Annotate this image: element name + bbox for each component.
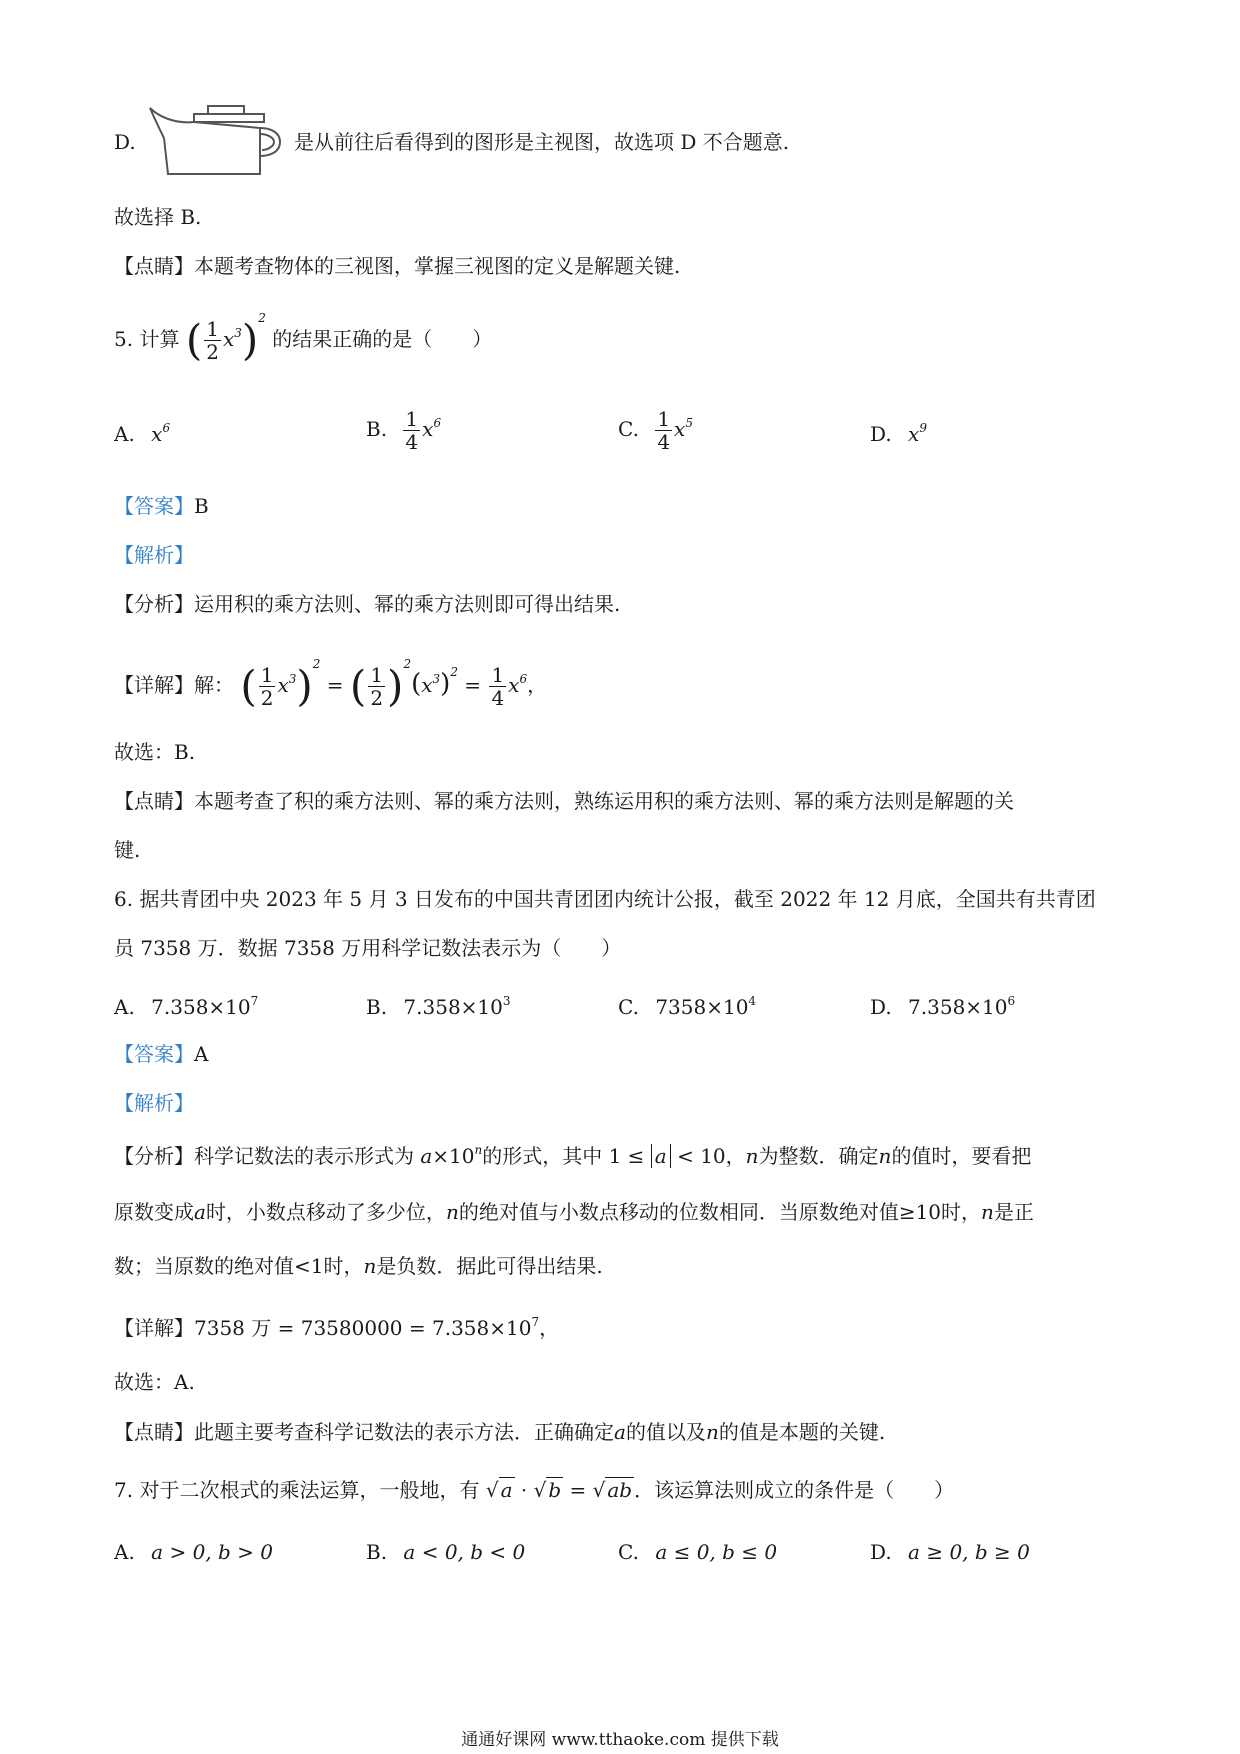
answer-value: B bbox=[194, 494, 209, 518]
q5-option-a-label: A. bbox=[114, 422, 135, 446]
option-label: B. bbox=[366, 995, 388, 1019]
fenxi-text: 是正 bbox=[993, 1200, 1034, 1224]
q5-option-d-label: D. bbox=[870, 422, 892, 446]
q5-detail-equation: ( $\frac{1}{2}$ $x^3)^2$ = ( $\frac{1}{2}$ )$^2(x^3)^2$ = $\frac{1}{4}$ $x^6$， bbox=[240, 657, 548, 711]
q5-tip-line1 bbox=[114, 787, 1014, 815]
tip-text: 的值以及 bbox=[625, 1420, 706, 1444]
fenxi-text: 数；当原数的绝对值 bbox=[114, 1254, 294, 1278]
q6-option-d bbox=[870, 993, 1015, 1021]
q7-question bbox=[114, 1476, 954, 1504]
tip-tag: 【点睛】 bbox=[114, 789, 194, 813]
fenxi-text: 运用积的乘方法则、幂的乘方法则即可得出结果. bbox=[194, 592, 621, 616]
option-base: 7.358×10 bbox=[151, 995, 251, 1019]
q5-fenxi bbox=[114, 590, 620, 618]
fenxi-text: 原数变成 bbox=[114, 1200, 194, 1224]
fenxi-tag: 【分析】 bbox=[114, 592, 194, 616]
q7-option-a bbox=[114, 1538, 273, 1566]
fenxi-text: 是负数．据此可得出结果. bbox=[376, 1254, 603, 1278]
option-label: A. bbox=[114, 1540, 135, 1564]
q4-option-d-label: D. bbox=[114, 130, 136, 154]
q6-option-a bbox=[114, 993, 258, 1021]
fenxi-text: 时， bbox=[941, 1200, 982, 1224]
page-footer: 通通好课网 www.tthaoke.com 提供下载 bbox=[461, 1730, 779, 1750]
option-base: 7358×10 bbox=[655, 995, 749, 1019]
option-label: A. bbox=[114, 995, 135, 1019]
option-base: 7.358×10 bbox=[908, 995, 1008, 1019]
q4-tip bbox=[114, 252, 680, 280]
q6-fenxi-line3: 数；当原数的绝对值<1时，n是负数．据此可得出结果. bbox=[114, 1254, 603, 1278]
option-label: C. bbox=[618, 1540, 639, 1564]
q7-option-b bbox=[366, 1538, 525, 1566]
q5-question bbox=[114, 311, 493, 365]
tip-text: 本题考查物体的三视图，掌握三视图的定义是解题关键. bbox=[194, 254, 681, 278]
fenxi-text: 的形式，其中 bbox=[482, 1144, 603, 1168]
q5-option-c-label: C. bbox=[618, 417, 639, 441]
q5-tip-line2: 键. bbox=[114, 838, 141, 862]
tip-text: 的值是本题的关键. bbox=[718, 1420, 886, 1444]
q5-option-c: C. $\frac{1}{4}$ $x^5$ bbox=[618, 407, 693, 454]
q5-option-b: B. $\frac{1}{4}$ $x^6$ bbox=[366, 407, 442, 454]
q4-option-d-text: 是从前往后看得到的图形是主视图，故选项 D 不合题意. bbox=[294, 130, 790, 154]
option-label: D. bbox=[870, 995, 892, 1019]
fenxi-text: 的绝对值与小数点移动的位数相同．当原数绝对值 bbox=[458, 1200, 899, 1224]
option-exp: 4 bbox=[748, 994, 757, 1008]
option-exp: 3 bbox=[502, 994, 511, 1008]
q7-option-c bbox=[618, 1538, 777, 1566]
answer-tag: 【答案】 bbox=[114, 494, 194, 518]
fenxi-text: 科学记数法的表示形式为 bbox=[194, 1144, 414, 1168]
tip-tag: 【点睛】 bbox=[114, 1420, 194, 1444]
tip-tag: 【点睛】 bbox=[114, 254, 194, 278]
fenxi-text: 时，小数点移动了多少位， bbox=[205, 1200, 446, 1224]
option-expr: a < 0, b < 0 bbox=[403, 1540, 526, 1564]
detail-tag: 【详解】 bbox=[114, 1316, 194, 1340]
q5-detail bbox=[114, 657, 548, 711]
detail-prefix: 解： bbox=[194, 673, 234, 697]
q5-choice: 故选：B. bbox=[114, 740, 196, 764]
q6-choice: 故选：A. bbox=[114, 1370, 195, 1394]
q7-formula: √ a · √ b = √ ab bbox=[485, 1478, 633, 1502]
detail-end: ， bbox=[539, 1316, 560, 1340]
tip-text: 此题主要考查科学记数法的表示方法．正确确定 bbox=[194, 1420, 614, 1444]
q6-fenxi-line1: 【分析】科学记数法的表示形式为 $a\times 10^n$的形式，其中 1 ≤ a < 10，n为整数．确定n的值时，要看把 bbox=[114, 1143, 1032, 1168]
detail-exp: 7 bbox=[531, 1315, 540, 1329]
q4-option-d-line bbox=[114, 128, 136, 156]
q4-choice: 故选择 B. bbox=[114, 205, 202, 229]
q5-option-d: D. $x^9$ bbox=[870, 421, 927, 446]
q5-option-b-label: B. bbox=[366, 417, 388, 441]
teapot-front-view-figure bbox=[148, 98, 290, 182]
option-exp: 6 bbox=[1007, 994, 1016, 1008]
option-expr: a ≥ 0, b ≥ 0 bbox=[908, 1540, 1030, 1564]
answer-tag: 【答案】 bbox=[114, 1042, 194, 1066]
q7-text: 7. 对于二次根式的乘法运算，一般地，有 bbox=[114, 1478, 480, 1502]
q6-option-c bbox=[618, 993, 756, 1021]
q6-detail bbox=[114, 1314, 559, 1342]
q6-analysis-tag: 【解析】 bbox=[114, 1091, 194, 1115]
fenxi-text: 时， bbox=[323, 1254, 364, 1278]
fenxi-tag: 【分析】 bbox=[114, 1144, 194, 1168]
q6-option-b bbox=[366, 993, 511, 1021]
q5-tail: 的结果正确的是（ ） bbox=[272, 327, 493, 351]
fenxi-text: 的值时，要看把 bbox=[891, 1144, 1032, 1168]
option-label: C. bbox=[618, 995, 639, 1019]
option-base: 7.358×10 bbox=[403, 995, 503, 1019]
fenxi-text: ， bbox=[725, 1144, 746, 1168]
q6-question-line2: 员 7358 万．数据 7358 万用科学记数法表示为（ ） bbox=[114, 936, 622, 960]
q5-option-a: A. $x^6$ bbox=[114, 421, 171, 446]
q6-question-line1: 6. 据共青团中央 2023 年 5 月 3 日发布的中国共青团团内统计公报，截至 2022 年 12 月底，全国共有共青团 bbox=[114, 887, 1096, 911]
fenxi-text: 为整数．确定 bbox=[758, 1144, 879, 1168]
q6-fenxi-line2: 原数变成a时，小数点移动了多少位，n的绝对值与小数点移动的位数相同．当原数绝对值≥10时，n是正 bbox=[114, 1200, 1034, 1224]
q5-number: 5. 计算 bbox=[114, 327, 180, 351]
q6-tip: 【点睛】此题主要考查科学记数法的表示方法．正确确定a的值以及n的值是本题的关键. bbox=[114, 1420, 886, 1444]
option-label: B. bbox=[366, 1540, 388, 1564]
option-expr: a > 0, b > 0 bbox=[151, 1540, 274, 1564]
option-expr: a ≤ 0, b ≤ 0 bbox=[655, 1540, 778, 1564]
option-exp: 7 bbox=[250, 994, 259, 1008]
q6-answer bbox=[114, 1040, 208, 1068]
q7-text: ．该运算法则成立的条件是（ ） bbox=[634, 1478, 955, 1502]
detail-text: 7358 万 = 73580000 = 7.358×10 bbox=[194, 1316, 532, 1340]
tip-text: 本题考查了积的乘方法则、幂的乘方法则，熟练运用积的乘方法则、幂的乘方法则是解题的关 bbox=[194, 789, 1014, 813]
answer-value: A bbox=[194, 1042, 209, 1066]
q5-answer bbox=[114, 492, 209, 520]
q5-analysis-tag: 【解析】 bbox=[114, 543, 194, 567]
q5-expression: ( $\frac{1}{2}$ $x^3)^2$ bbox=[185, 311, 266, 365]
q7-option-d bbox=[870, 1538, 1030, 1566]
option-label: D. bbox=[870, 1540, 892, 1564]
detail-tag: 【详解】 bbox=[114, 673, 194, 697]
